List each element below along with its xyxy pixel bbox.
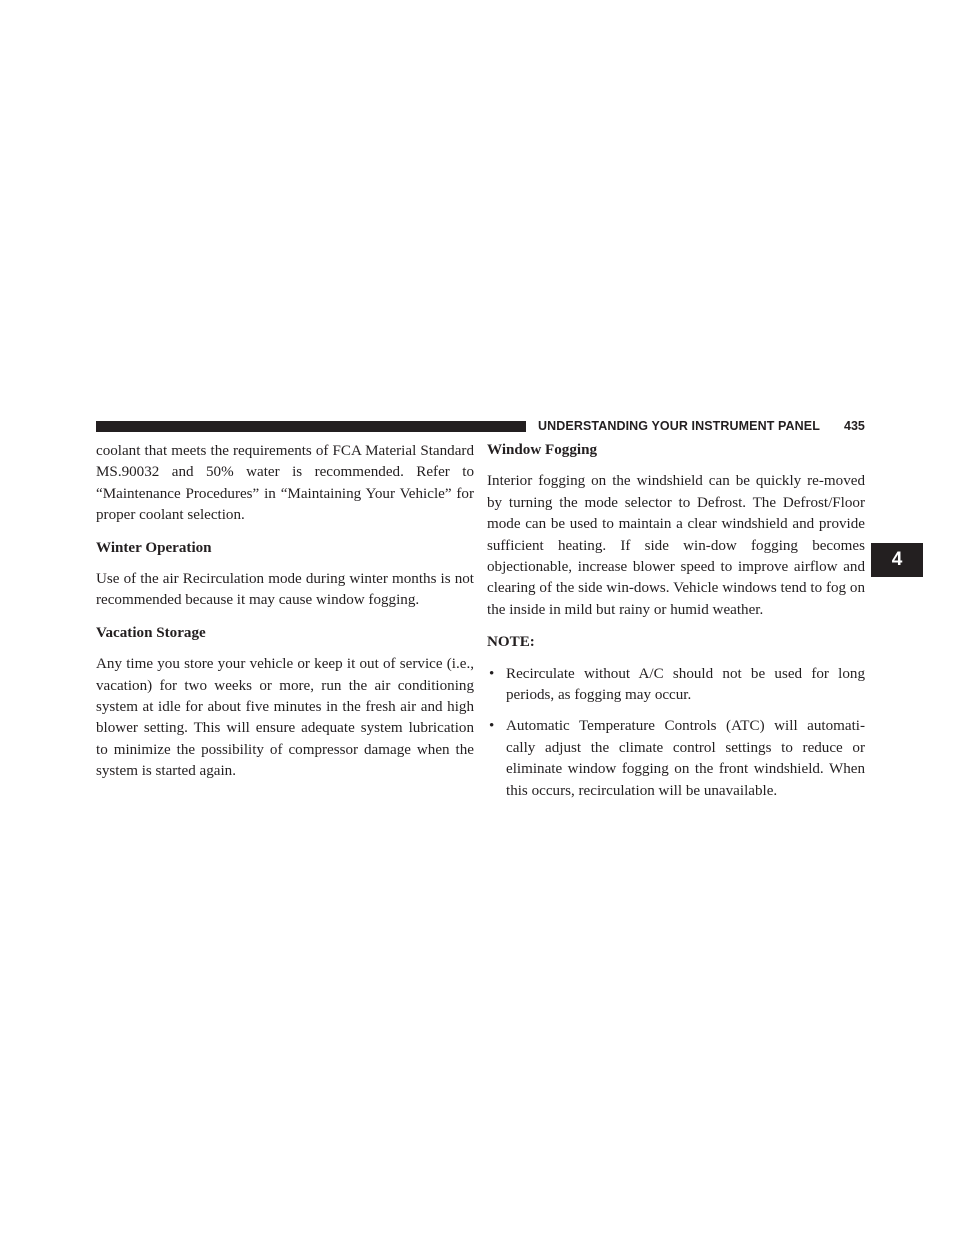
note-list-item: [487, 716, 865, 802]
chapter-tab: 4: [871, 543, 923, 577]
coolant-paragraph: coolant that meets the requirements of FCA Material Standard MS.90032 and 50% water is recommended. Refer to “Maintenance Procedures” in “Maintaining Your Vehicle” for proper coolant selection.: [96, 443, 474, 524]
heading-window-fogging: Window Fogging: [487, 442, 598, 458]
window-fogging-paragraph: Interior fogging on the windshield can be quickly re-moved by turning the mode selector to Defrost. The Defrost/Floor mode can be used to maintain a clear windshield and provide sufficient heating. If side win-dow fogging becomes objectionable, increase blower speed to improve airflow and clearing of the side win-dows. Vehicle windows tend to fog on the inside in mild but rainy or humid weather.: [487, 473, 865, 618]
page-number: 435: [844, 419, 865, 433]
vacation-storage-paragraph: Any time you store your vehicle or keep it out of service (i.e., vacation) for two weeks or more, run the air conditioning system at idle for about five minutes in the fresh air and high blower setting. This will ensure adequate system lubrication to minimize the possibility of compressor damage when the system is started again.: [96, 656, 474, 780]
winter-operation-paragraph: Use of the air Recirculation mode during winter months is not recommended because it may cause window fogging.: [96, 571, 474, 609]
right-column: [487, 440, 865, 812]
left-column: [96, 441, 474, 794]
heading-vacation-storage: Vacation Storage: [96, 624, 206, 641]
note-item-text: Automatic Temperature Controls (ATC) will automati-cally adjust the climate control settings to reduce or eliminate window fogging on the front windshield. When this occurs, recirculation will be unavailable.: [506, 718, 865, 799]
header-rule-bar: [96, 421, 526, 432]
heading-winter-operation: Winter Operation: [96, 539, 212, 556]
note-list: [487, 664, 865, 802]
note-label: NOTE:: [487, 634, 535, 651]
running-head-title: UNDERSTANDING YOUR INSTRUMENT PANEL: [538, 419, 820, 433]
note-item-text: Recirculate without A/C should not be used for long periods, as fogging may occur.: [506, 665, 865, 704]
note-list-item: [487, 664, 865, 707]
bullet-icon: •: [489, 718, 495, 735]
bullet-icon: •: [489, 665, 495, 682]
